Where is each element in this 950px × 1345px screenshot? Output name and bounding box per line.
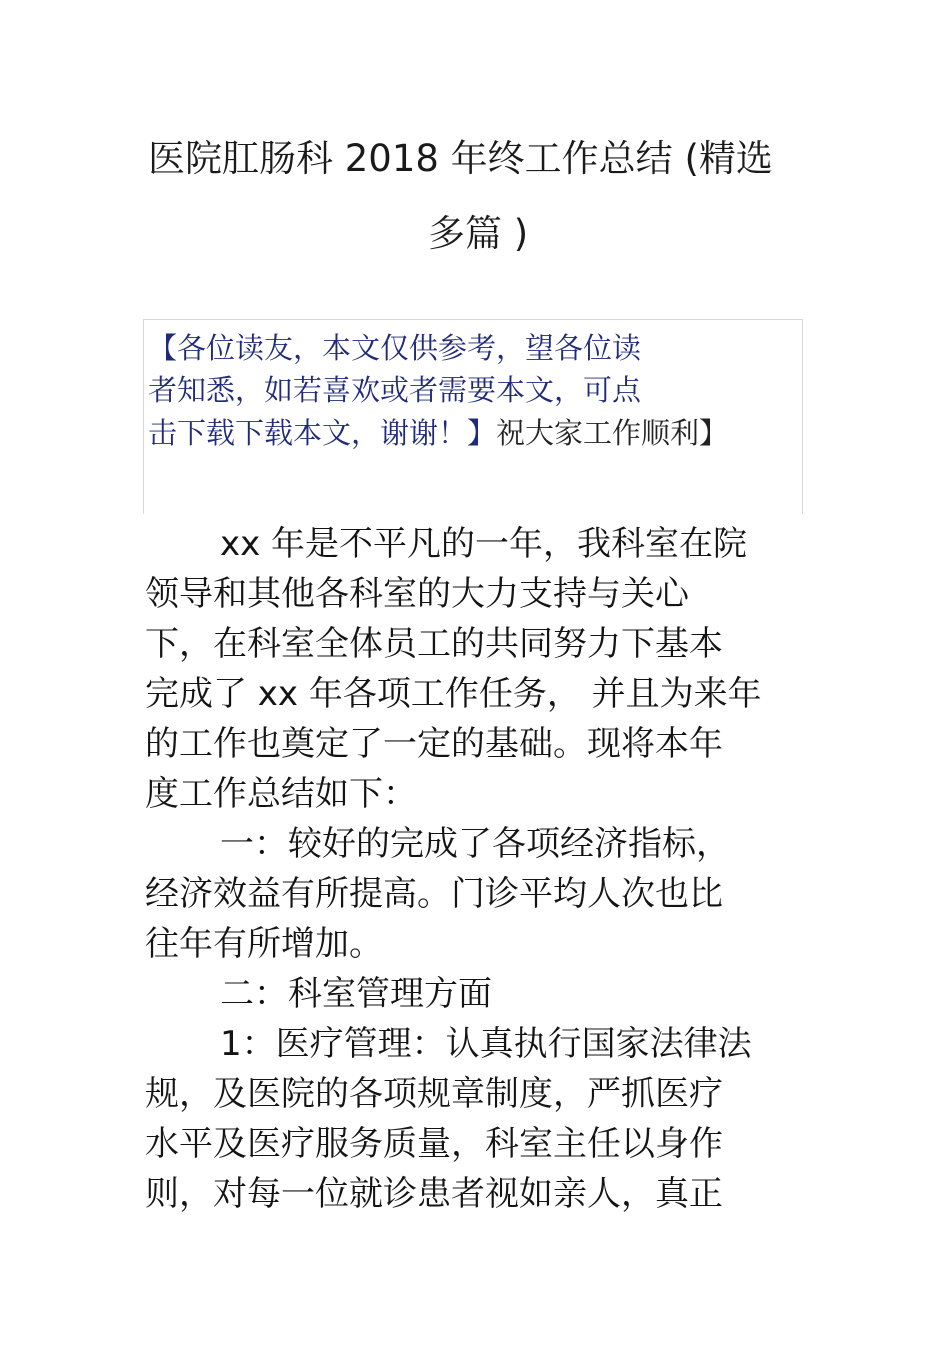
reader-notice-line-2: 者知悉，如若喜欢或者需要本文，可点 [148, 373, 642, 407]
body-paragraph-line: 规，及医院的各项规章制度，严抓医疗 [145, 1074, 723, 1114]
reader-notice-line-3 [148, 413, 728, 453]
body-paragraph-line: 一：较好的完成了各项经济指标， [220, 824, 730, 864]
body-paragraph-line: 的工作也奠定了一定的基础。现将本年 [145, 724, 723, 764]
body-paragraph-line: 完成了 xx 年各项工作任务， 并且为来年 [145, 674, 762, 714]
body-paragraph-line: 则，对每一位就诊患者视如亲人，真正 [145, 1174, 723, 1214]
body-paragraph-line: 下，在科室全体员工的共同努力下基本 [145, 624, 723, 664]
body-paragraph-line: 经济效益有所提高。门诊平均人次也比 [145, 874, 723, 914]
body-paragraph-line: 往年有所增加。 [145, 924, 383, 964]
reader-notice-line-3-download: 击下载下载本文，谢谢！】 [148, 416, 497, 450]
document-title-line-1: 医院肛肠科 2018 年终工作总结 (精选 [148, 137, 773, 180]
body-paragraph-line: 度工作总结如下： [145, 774, 417, 814]
reader-notice-line-3-wish: 祝大家工作顺利】 [496, 416, 729, 450]
body-section-heading: 二：科室管理方面 [220, 974, 492, 1014]
document-title-line-2: 多篇 ) [428, 212, 529, 255]
reader-notice-line-1: 【各位读友，本文仅供参考，望各位读 [148, 331, 642, 365]
body-paragraph-line: 1：医疗管理：认真执行国家法律法 [220, 1024, 752, 1064]
reader-notice-box [143, 319, 803, 514]
body-paragraph-line: 水平及医疗服务质量，科室主任以身作 [145, 1124, 723, 1164]
body-paragraph-line: xx 年是不平凡的一年，我科室在院 [220, 524, 748, 564]
body-paragraph-line: 领导和其他各科室的大力支持与关心 [145, 574, 689, 614]
